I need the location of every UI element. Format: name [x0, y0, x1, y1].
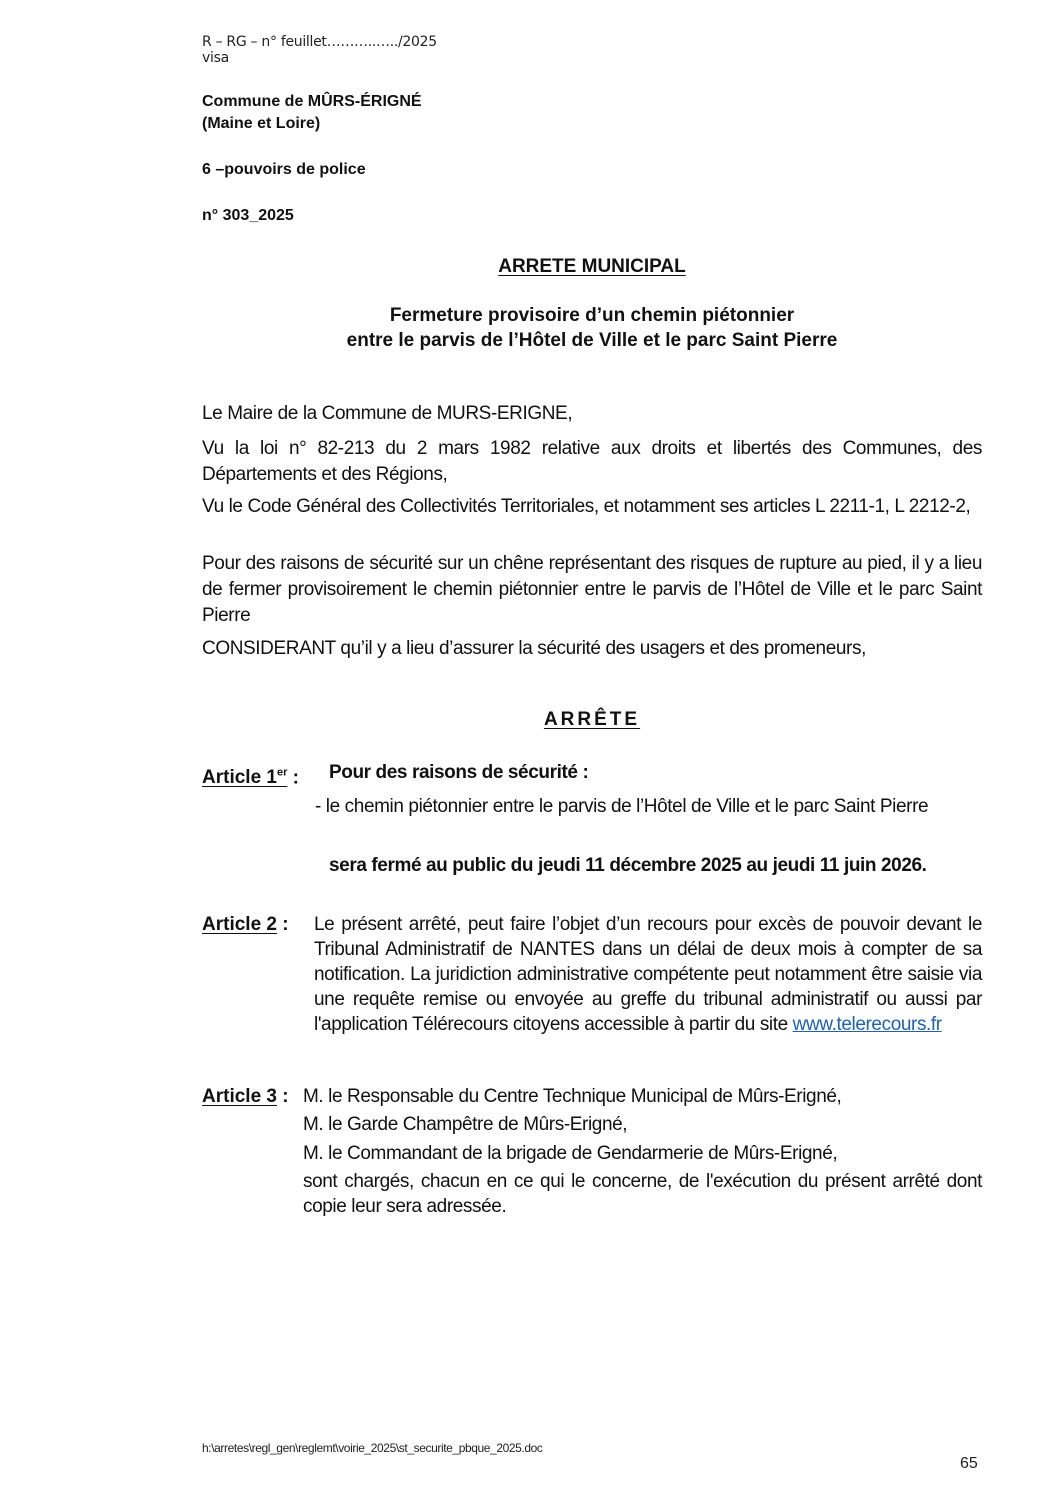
footer-file-path: h:\arretes\regl_gen\reglemt\voirie_2025\st_securite_pbque_2025.doc [202, 1441, 543, 1455]
subtitle-line-2: entre le parvis de l’Hôtel de Ville et le parc Saint Pierre [346, 330, 838, 351]
preamble-loi: Vu la loi n° 82-213 du 2 mars 1982 relative aux droits et libertés des Communes, des Départements et des Régions, [202, 438, 982, 485]
article-3-line-3: M. le Commandant de la brigade de Gendarmerie de Mûrs-Erigné, [303, 1143, 838, 1164]
article-1-sup: er [276, 767, 288, 779]
article-2-colon: : [276, 914, 289, 935]
article-1-item: - le chemin piétonnier entre le parvis de l’Hôtel de Ville et le parc Saint Pierre [315, 796, 929, 817]
article-2-text: Le présent arrêté, peut faire l’objet d’un recours pour excès de pouvoir devant le Tribunal Administratif de NANTES dans un délai de deux mois à compter de sa notification. La juridiction administrative compétente peut notamment être saisie via une requête remise ou envoyée au greffe du tribunal administratif ou aussi par l'application Télérecours citoyens accessible à partir du site [314, 914, 982, 1035]
commune-name: Commune de MÛRS-ÉRIGNÉ [202, 93, 422, 110]
article-3-colon: : [276, 1086, 289, 1107]
article-3-label [202, 1084, 289, 1110]
preamble-code: Vu le Code Général des Collectivités Territoriales, et notamment ses articles L 2211-1, L 2212-2, [202, 496, 971, 517]
article-1-text: Article 1 [202, 767, 277, 789]
article-3-line-2: M. le Garde Champêtre de Mûrs-Erigné, [303, 1114, 628, 1135]
page-number: 65 [960, 1455, 978, 1472]
article-1-title [202, 767, 287, 788]
visa-label: visa [202, 50, 229, 66]
telerecours-link[interactable]: www.telerecours.fr [792, 1014, 942, 1035]
article-3-closing: sont chargés, chacun en ce qui le concerne, de l'exécution du présent arrêté dont copie leur sera adressée. [303, 1171, 982, 1217]
preamble-considerant: CONSIDERANT qu’il y a lieu d’assurer la sécurité des usagers et des promeneurs, [202, 638, 866, 659]
preamble-mayor: Le Maire de la Commune de MURS-ERIGNE, [202, 403, 573, 424]
reference-line: R – RG – n° feuillet………..…../2025 [202, 34, 437, 50]
article-1-colon: : [287, 767, 299, 789]
article-2-label [202, 912, 289, 938]
department-name: (Maine et Loire) [202, 115, 321, 132]
preamble-reason: Pour des raisons de sécurité sur un chêne représentant des risques de rupture au pied, il y a lieu de fermer provisoirement le chemin piétonnier entre le parvis de l’Hôtel de Ville et le parc Saint Pierre [202, 553, 982, 626]
arrete-heading: ARRÊTE [543, 709, 641, 730]
article-1-decision: sera fermé au public du jeudi 11 décembre 2025 au jeudi 11 juin 2026. [329, 855, 927, 876]
document-title: ARRETE MUNICIPAL [498, 256, 686, 277]
article-3-title: Article 3 [202, 1086, 277, 1107]
article-1-heading: Pour des raisons de sécurité : [329, 762, 589, 783]
article-3-line-1: M. le Responsable du Centre Technique Municipal de Mûrs-Erigné, [303, 1086, 842, 1107]
article-2-body [314, 912, 982, 1037]
subtitle-line-1: Fermeture provisoire d’un chemin piétonnier [389, 305, 795, 326]
article-1-label [202, 760, 299, 791]
article-2-title: Article 2 [202, 914, 277, 935]
arrete-number: n° 303_2025 [202, 207, 294, 224]
category-label: 6 –pouvoirs de police [202, 161, 366, 178]
